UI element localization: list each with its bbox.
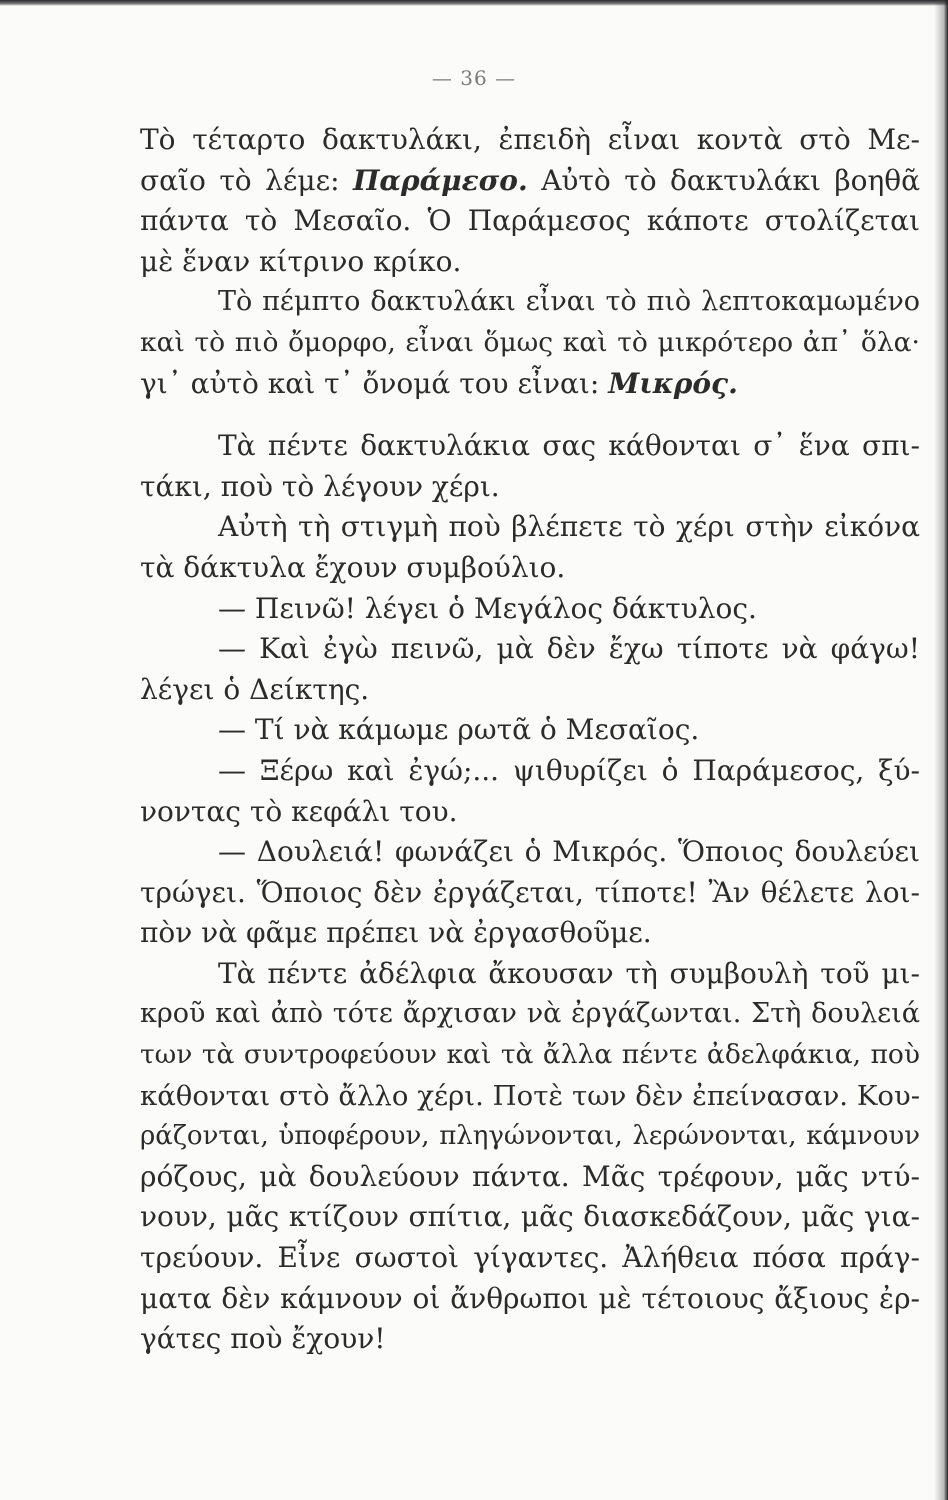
text-run: μὲ ἕναν κίτρινο κρίκο. [140, 244, 462, 278]
text-run: ράζονται, ὑποφέρουν, πληγώνονται, λερώνονται, κάμνουν [140, 1121, 920, 1152]
text-run: τρεύουν. Εἶνε σωστοὶ γίγαντες. Ἀλήθεια πόσα πράγ- [140, 1241, 920, 1275]
page-number: — 36 — [431, 66, 517, 90]
text-line [140, 792, 920, 833]
scan-top-edge [0, 0, 948, 6]
text-run: τὰ δάκτυλα ἔχουν συμβούλιο. [140, 550, 566, 584]
text-run: τάκι, ποὺ τὸ λέγουν χέρι. [140, 469, 500, 503]
text-line [140, 913, 920, 954]
text-line [140, 1116, 920, 1157]
text-run: τρώγει. Ὅποιος δὲν ἐργάζεται, τίποτε! Ἂν θέλετε λοι- [140, 875, 920, 909]
text-line [140, 994, 920, 1035]
text-line [140, 507, 920, 548]
scan-right-edge [934, 0, 948, 1500]
text-run: των τὰ συντροφεύουν καὶ τὰ ἄλλα πέντε ἀδελφάκια, ποὺ [140, 1039, 920, 1071]
text-line [140, 201, 920, 242]
text-run: γι᾿ αὐτὸ καὶ τ᾿ ὄνομά του εἶναι: [140, 366, 609, 400]
text-line [140, 629, 920, 670]
text-run: λέγει ὁ Δείκτης. [140, 672, 370, 706]
text-line [140, 282, 920, 323]
text-line [140, 1238, 920, 1279]
text-line [140, 426, 920, 467]
text-line [140, 670, 920, 711]
text-run: — Τί νὰ κάμωμε ρωτᾶ ὁ Μεσαῖος. [218, 713, 700, 747]
text-line [140, 1035, 920, 1076]
text-line [140, 751, 920, 792]
text-run: πὸν νὰ φᾶμε πρέπει νὰ ἐργασθοῦμε. [140, 916, 652, 950]
text-run: — Πεινῶ! λέγει ὁ Μεγάλος δάκτυλος. [218, 591, 757, 625]
text-line [140, 1319, 920, 1360]
body-text [140, 120, 920, 1360]
text-run: νοντας τὸ κεφάλι του. [140, 794, 458, 828]
text-line [140, 832, 920, 873]
text-line [140, 589, 920, 630]
emphasized-word: Μικρός. [608, 366, 738, 400]
text-line [140, 364, 920, 405]
text-run: Τὰ πέντε ἀδέλφια ἄκουσαν τὴ συμβουλὴ τοῦ μι- [218, 956, 920, 990]
text-line [140, 1279, 920, 1320]
text-run: — Ξέρω καὶ ἐγώ;... ψιθυρίζει ὁ Παράμεσος, ξύ- [218, 753, 920, 787]
text-line [140, 161, 920, 202]
text-run: — Δουλειά! φωνάζει ὁ Μικρός. Ὅποιος δουλεύει [218, 835, 920, 869]
text-line [140, 954, 920, 995]
text-line [140, 1157, 920, 1198]
text-line [140, 548, 920, 589]
text-run: — Καὶ ἐγὼ πεινῶ, μὰ δὲν ἔχω τίποτε νὰ φάγω! [218, 632, 920, 666]
emphasized-word: Παράμεσο. [352, 163, 528, 197]
text-run: Αὐτὴ τὴ στιγμὴ ποὺ βλέπετε τὸ χέρι στὴν εἰκόνα [218, 510, 920, 544]
text-run: Τὰ πέντε δακτυλάκια σας κάθονται σ᾿ ἕνα σπι- [218, 429, 920, 463]
text-run: Αὐτὸ τὸ δακτυλάκι βοηθᾶ [527, 163, 920, 197]
text-run: κάθονται στὸ ἄλλο χέρι. Ποτὲ των δὲν ἐπείνασαν. Κου- [140, 1079, 920, 1112]
text-run: καὶ τὸ πιὸ ὄμορφο, εἶναι ὅμως καὶ τὸ μικρότερο ἀπ᾿ ὅλα· [140, 326, 920, 358]
text-line [140, 467, 920, 508]
text-run: Τὸ τέταρτο δακτυλάκι, ἐπειδὴ εἶναι κοντὰ στὸ Με- [140, 123, 920, 156]
text-run: πάντα τὸ Μεσαῖο. Ὁ Παράμεσος κάποτε στολίζεται [140, 204, 920, 238]
text-run: ματα δὲν κάμνουν οἱ ἄνθρωποι μὲ τέτοιους ἄξιους ἐρ- [140, 1281, 920, 1315]
text-run: Τὸ πέμπτο δακτυλάκι εἶναι τὸ πιὸ λεπτοκαμωμένο [218, 286, 920, 318]
text-line [140, 120, 920, 161]
text-line [140, 1197, 920, 1238]
text-run: ρόζους, μὰ δουλεύουν πάντα. Μᾶς τρέφουν, μᾶς ντύ- [140, 1159, 920, 1193]
text-run: σαῖο τὸ λέμε: [140, 163, 353, 197]
paragraph-gap [140, 404, 920, 426]
text-run: νουν, μᾶς κτίζουν σπίτια, μᾶς διασκεδάζουν, μᾶς για- [140, 1200, 920, 1234]
text-run: γάτες ποὺ ἔχουν! [140, 1322, 386, 1356]
text-line [140, 323, 920, 364]
text-run: κροῦ καὶ ἀπὸ τότε ἄρχισαν νὰ ἐργάζωνται. Στὴ δουλειά [140, 998, 920, 1030]
text-line [140, 873, 920, 914]
text-line [140, 242, 920, 283]
text-line [140, 710, 920, 751]
text-line [140, 1076, 920, 1117]
